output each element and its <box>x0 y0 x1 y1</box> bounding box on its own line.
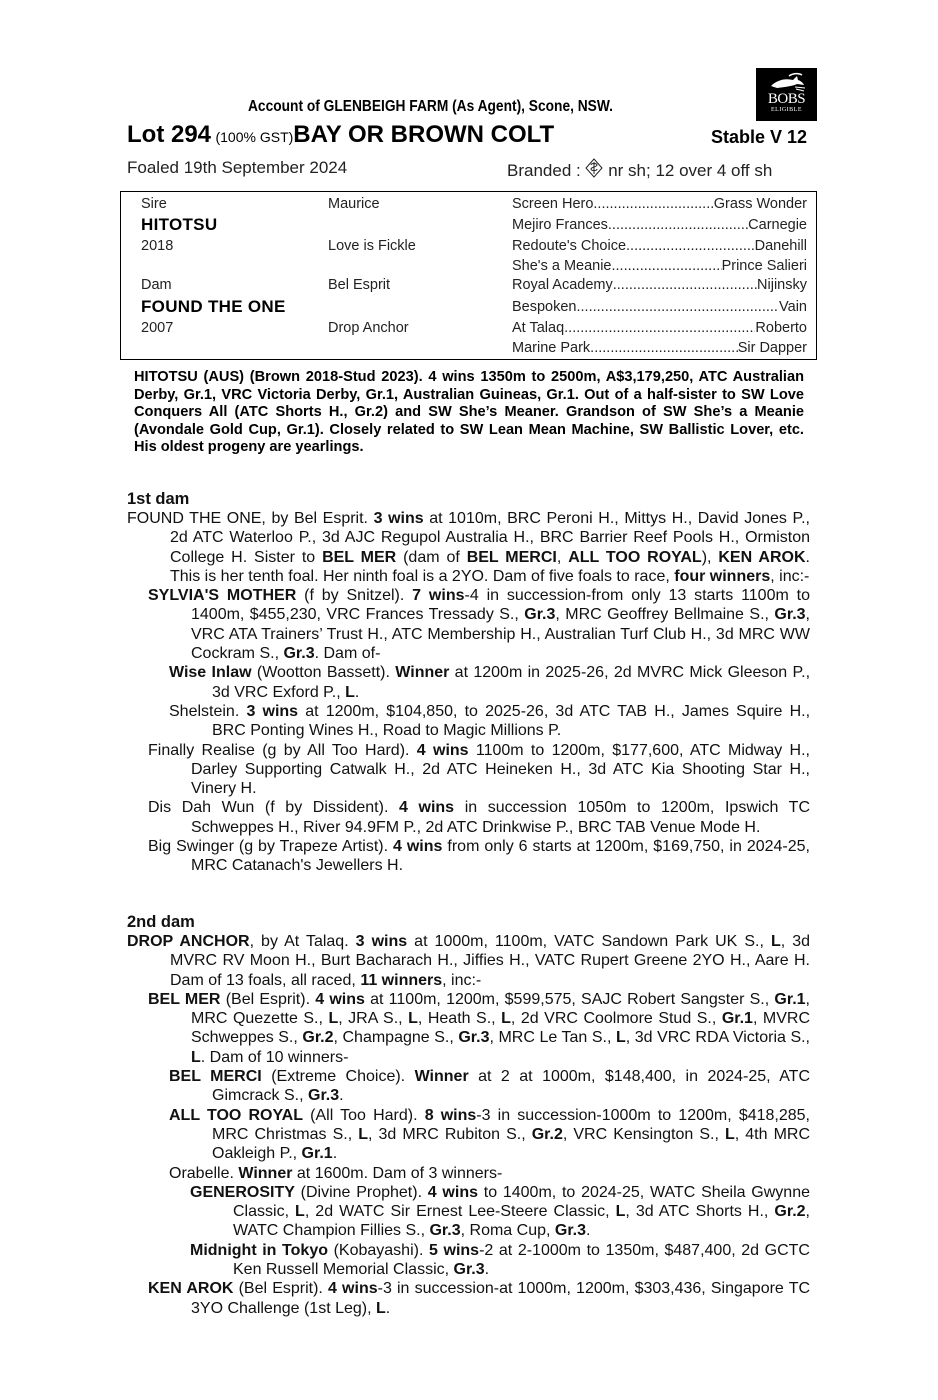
bold-text: 4 wins <box>315 990 365 1008</box>
text: , JRA S., <box>338 1010 409 1028</box>
bold-text: L <box>501 1010 511 1028</box>
dam-sire: Bel Esprit <box>328 277 391 293</box>
section-heading: 2nd dam <box>127 913 195 931</box>
text: . <box>354 683 360 701</box>
text: (Extreme Choice). <box>261 1068 415 1086</box>
pedigree-entry <box>127 1279 810 1318</box>
branded-value: nr sh; 12 over 4 off sh <box>608 161 773 180</box>
ancestor-row <box>512 217 807 233</box>
text: to 1400m, to 2024-25, WATC Sheila Gwynne Classic, <box>233 1183 811 1221</box>
text: (dam of <box>396 548 467 566</box>
leader-dots <box>626 238 755 254</box>
ancestor-row <box>512 238 807 254</box>
text: at 1100m, 1200m, $599,575, SAJC Robert Sangster S., <box>364 990 775 1008</box>
bold-text: Gr.3 <box>429 1222 461 1240</box>
bold-text: 3 wins <box>355 933 408 950</box>
ancestor-row <box>512 196 807 212</box>
branded-info <box>507 158 772 181</box>
leader-dots <box>564 320 755 336</box>
bold-text: L <box>724 1125 735 1143</box>
ancestor-sire: She's a Meanie <box>512 258 612 274</box>
sire-dam: Love is Fickle <box>328 238 416 254</box>
ancestor-row <box>512 258 807 274</box>
ancestor-dam-sire: Roberto <box>755 320 807 336</box>
pedigree-entry <box>127 1183 810 1241</box>
bold-text: L <box>615 1203 626 1221</box>
text: , MRC Le Tan S., <box>489 1029 616 1047</box>
bold-text: 4 wins <box>328 1280 378 1298</box>
text: , by At Talaq. <box>249 933 356 950</box>
bold-text: Midnight in Tokyo <box>190 1241 328 1259</box>
pedigree-entry <box>127 1106 810 1164</box>
bold-text: L <box>358 1125 368 1143</box>
text: . This is her tenth foal. Her ninth foal is a 2YO. Dam of five foals to race, <box>170 548 810 585</box>
text: , 3d MVRC RV Moon H., Burt Bacharach H., Jiffies H., VATC Rupert Greene 2YO H., Aare H. Dam of 13 foals, all raced, <box>170 933 810 989</box>
foaled-date: Foaled 19th September 2024 <box>127 158 348 177</box>
ancestor-row <box>512 299 807 315</box>
text: . <box>339 1087 344 1105</box>
second-dam-section <box>127 913 810 1318</box>
dam-year: 2007 <box>141 320 174 336</box>
stable-location: Stable V 12 <box>710 127 807 147</box>
bold-text: four winners <box>674 567 771 585</box>
section-heading: 1st dam <box>127 490 190 508</box>
text: , Champagne S., <box>333 1029 459 1047</box>
bold-text: Gr.2 <box>774 1203 806 1221</box>
ancestor-dam-sire: Prince Salieri <box>721 258 807 274</box>
bold-text: Gr.2 <box>531 1125 563 1143</box>
pedigree-entry <box>127 990 810 1067</box>
text: from only 6 starts at 1200m, $169,750, in 2024-25, MRC Catanach's Jewellers H. <box>191 838 811 875</box>
pedigree-entry <box>127 1164 810 1183</box>
bold-text: Winner <box>238 1164 293 1182</box>
bold-text: Gr.3 <box>554 1222 587 1240</box>
bold-text: Gr.3 <box>774 606 806 624</box>
pedigree-entry <box>127 1067 810 1106</box>
dam-label: Dam <box>141 277 172 293</box>
brand-diamond-icon <box>585 158 603 178</box>
text: (Wootton Bassett). <box>251 664 396 682</box>
bold-text: 3 wins <box>373 510 424 527</box>
bold-text: 4 wins <box>393 838 443 856</box>
text: , VRC ATA Trainers’ Trust H., ATC Membership H., Australian Turf Club H., 3d MRC WW Cockram S., <box>191 606 810 663</box>
bold-text: L <box>328 1010 339 1028</box>
bold-text: L <box>770 933 781 950</box>
pedigree-entry <box>127 663 810 702</box>
text: , 2d VRC Coolmore Stud S., <box>510 1010 722 1028</box>
bold-text: DROP ANCHOR <box>127 933 250 950</box>
leader-dots <box>608 217 748 233</box>
ancestor-row <box>512 277 807 293</box>
ancestor-dam-sire: Sir Dapper <box>737 340 807 356</box>
pedigree-entry <box>127 1241 810 1280</box>
ancestor-row <box>512 340 807 356</box>
bold-text: Gr.3 <box>453 1261 485 1279</box>
horse-description: BAY OR BROWN COLT <box>293 121 555 148</box>
bold-text: BEL MERCI <box>466 548 557 566</box>
text: , inc:- <box>770 567 810 585</box>
text: FOUND THE ONE, by Bel Esprit. <box>127 510 374 527</box>
text: , inc:- <box>442 971 482 989</box>
bold-text: Gr.3 <box>308 1087 340 1105</box>
text: (Bel Esprit). <box>220 990 316 1008</box>
horse-head-icon <box>767 72 807 92</box>
bold-text: Gr.1 <box>721 1010 753 1028</box>
ancestor-dam-sire: Vain <box>779 299 807 315</box>
text: , Heath S., <box>417 1010 502 1028</box>
dam-dam: Drop Anchor <box>328 320 409 336</box>
bold-text: BEL MERCI <box>169 1068 262 1086</box>
first-dam-section <box>127 490 810 876</box>
text: , Roma Cup, <box>460 1222 555 1240</box>
lot-line <box>127 121 807 149</box>
ancestor-dam-sire: Carnegie <box>748 217 807 233</box>
logo-bobs-text: BOBS <box>767 91 806 107</box>
pedigree-entry <box>127 932 810 990</box>
ancestor-dam-sire: Danehill <box>754 238 807 254</box>
text: , MRC Geoffrey Bellmaine S., <box>555 606 775 624</box>
text: (Divine Prophet). <box>294 1183 428 1201</box>
sire-summary: HITOTSU (AUS) (Brown 2018-Stud 2023). 4 wins 1350m to 2500m, A$3,179,250, ATC Australian Derby, Gr.1, VRC Victoria Derby, Gr.1, Australian Guineas, Gr.1. Out of a half-sister to SW Love Conquers All (ATC Shorts H., Gr.2) and SW She’s Meaner. Grandson of SW She’s a Meanie (Avondale Gold Cup, Gr.1). Closely related to SW Lean Mean Machine, SW Ballistic Lover, etc. His oldest progeny are yearlings. <box>134 369 804 455</box>
text: , MVRC Schweppes S., <box>191 1010 811 1047</box>
bold-text: L <box>615 1029 626 1047</box>
bold-text: 11 winners <box>360 971 443 989</box>
ancestor-sire: At Talaq <box>512 320 565 336</box>
sire-label: Sire <box>141 196 167 212</box>
text: , 3d MRC Rubiton S., <box>367 1125 532 1143</box>
bold-text: L <box>191 1048 201 1066</box>
text: (All Too Hard). <box>303 1106 425 1124</box>
bold-text: 4 wins <box>416 741 469 759</box>
text: . Dam of 10 winners- <box>200 1048 349 1066</box>
pedigree-entry <box>127 702 810 741</box>
text: . <box>586 1222 591 1240</box>
text: at 1010m, BRC Peroni H., Mittys H., David Jones P., 2d ATC Waterloo P., 3d AJC Regupol Australia H., BRC Barrier Reef Pools H., Ormiston College H. Sister to <box>170 510 810 566</box>
pedigree-entry <box>127 741 810 799</box>
sire-name: HITOTSU <box>141 215 218 234</box>
bold-text: Winner <box>414 1068 469 1086</box>
text: at 2 at 1000m, $148,400, in 2024-25, ATC Gimcrack S., <box>212 1068 811 1105</box>
text: Finally Realise (g by All Too Hard). <box>148 741 417 759</box>
bold-text: 7 wins <box>412 587 465 605</box>
bold-text: Wise Inlaw <box>169 664 252 682</box>
first-dam-entries <box>127 509 810 876</box>
leader-dots <box>577 299 780 315</box>
text: , MRC Quezette S., <box>191 990 810 1028</box>
bold-text: KEN AROK <box>148 1280 234 1298</box>
text: , 3d VRC RDA Victoria S., <box>625 1029 811 1047</box>
text: Shelstein. <box>169 702 247 720</box>
bold-text: KEN AROK <box>718 548 806 566</box>
text: . Dam of- <box>314 645 381 663</box>
text: (f by Snitzel). <box>296 587 413 605</box>
branded-label: Branded : <box>507 161 581 180</box>
gst-note: (100% GST) <box>215 129 294 145</box>
bold-text: GENEROSITY <box>190 1183 295 1201</box>
bold-text: Gr.2 <box>302 1029 334 1047</box>
dam-name: FOUND THE ONE <box>141 297 286 316</box>
ancestor-dam-sire: Grass Wonder <box>713 196 807 212</box>
text: at 1200m, $104,850, to 2025-26, 3d ATC TAB H., James Squire H., BRC Ponting Wines H., Road to Magic Millions P. <box>212 702 811 740</box>
second-dam-entries <box>127 932 810 1318</box>
text: at 1600m. Dam of 3 winners- <box>292 1164 503 1182</box>
pedigree-entry <box>127 798 810 837</box>
pedigree-entry <box>127 837 810 876</box>
text: (Kobayashi). <box>327 1241 429 1259</box>
text: , 2d WATC Sir Ernest Lee-Steere Classic, <box>304 1203 616 1221</box>
text: , 3d ATC Shorts H., <box>625 1203 775 1221</box>
ancestor-sire: Bespoken <box>512 299 577 315</box>
text: -3 in succession-1000m to 1200m, $418,285, MRC Christmas S., <box>212 1106 811 1143</box>
bold-text: 8 wins <box>424 1106 477 1124</box>
bold-text: L <box>345 683 355 701</box>
text: , <box>556 548 569 566</box>
text: , WATC Champion Fillies S., <box>233 1203 810 1240</box>
bold-text: 4 wins <box>399 799 455 817</box>
text: Orabelle. <box>169 1164 239 1182</box>
sire-year: 2018 <box>141 238 174 254</box>
text: Dis Dah Wun (f by Dissident). <box>148 799 399 817</box>
ancestor-dam-sire: Nijinsky <box>757 277 807 293</box>
logo-eligible-text: ELIGIBLE <box>771 107 802 113</box>
bold-text: Gr.1 <box>774 990 806 1008</box>
text: at 1200m in 2025-26, 2d MVRC Mick Gleeson P., 3d VRC Exford P., <box>212 664 811 701</box>
ancestor-sire: Royal Academy <box>512 277 613 293</box>
sire-sire: Maurice <box>328 196 380 212</box>
bold-text: Gr.3 <box>458 1029 490 1047</box>
leader-dots <box>612 258 722 274</box>
text: at 1000m, 1100m, VATC Sandown Park UK S., <box>407 933 771 950</box>
lot-number: Lot 294 <box>127 121 212 148</box>
bold-text: 5 wins <box>429 1241 480 1259</box>
text: -3 in succession-at 1000m, 1200m, $303,436, Singapore TC 3YO Challenge (1st Leg), <box>191 1280 811 1317</box>
text: -4 in succession-from only 13 starts 1100m to 1400m, $455,230, VRC Frances Tressady S., <box>191 587 811 624</box>
ancestor-sire: Screen Hero <box>512 196 594 212</box>
ancestor-sire: Redoute's Choice <box>512 238 627 254</box>
bold-text: Gr.3 <box>283 645 315 663</box>
ancestor-row <box>512 320 807 336</box>
vendor-account: Account of GLENBEIGH FARM (As Agent), Scone, NSW. <box>248 98 613 115</box>
pedigree-table <box>120 191 817 360</box>
ancestor-sire: Mejiro Frances <box>512 217 608 233</box>
text: Big Swinger (g by Trapeze Artist). <box>148 838 393 856</box>
bold-text: Gr.3 <box>524 606 556 624</box>
leader-dots <box>590 340 738 356</box>
text: . <box>332 1145 338 1163</box>
bobs-eligible-logo <box>756 68 817 121</box>
text: (Bel Esprit). <box>233 1280 329 1298</box>
text: -2 at 2-1000m to 1350m, $487,400, 2d GCTC Ken Russell Memorial Classic, <box>233 1241 810 1279</box>
ancestor-sire: Marine Park <box>512 340 591 356</box>
text: 1100m to 1200m, $177,600, ATC Midway H., Darley Supporting Catwalk H., 2d ATC Heineken H., 3d ATC Kia Shooting Star H., Vinery H. <box>191 741 810 798</box>
bold-text: ALL TOO ROYAL <box>169 1106 304 1124</box>
bold-text: BEL MER <box>322 548 397 566</box>
leader-dots <box>593 196 713 212</box>
text: . <box>385 1299 391 1317</box>
text: . <box>484 1261 490 1279</box>
bold-text: ALL TOO ROYAL <box>568 548 702 566</box>
text: , 4th MRC Oakleigh P., <box>212 1125 811 1163</box>
leader-dots <box>613 277 757 293</box>
bold-text: BEL MER <box>148 990 221 1008</box>
bold-text: 3 wins <box>246 702 299 720</box>
bold-text: L <box>408 1010 418 1028</box>
bold-text: Gr.1 <box>301 1145 333 1163</box>
bold-text: SYLVIA'S MOTHER <box>148 587 297 605</box>
pedigree-entry <box>127 586 810 663</box>
text: ), <box>701 548 719 566</box>
bold-text: Winner <box>395 664 450 682</box>
text: , VRC Kensington S., <box>562 1125 725 1143</box>
bold-text: 4 wins <box>427 1183 478 1201</box>
text: in succession 1050m to 1200m, Ipswich TC Schweppes H., River 94.9FM P., 2d ATC Drinkwise P., BRC TAB Venue Mode H. <box>191 799 810 836</box>
pedigree-entry <box>127 509 810 586</box>
bold-text: L <box>376 1299 386 1317</box>
bold-text: L <box>295 1203 305 1221</box>
